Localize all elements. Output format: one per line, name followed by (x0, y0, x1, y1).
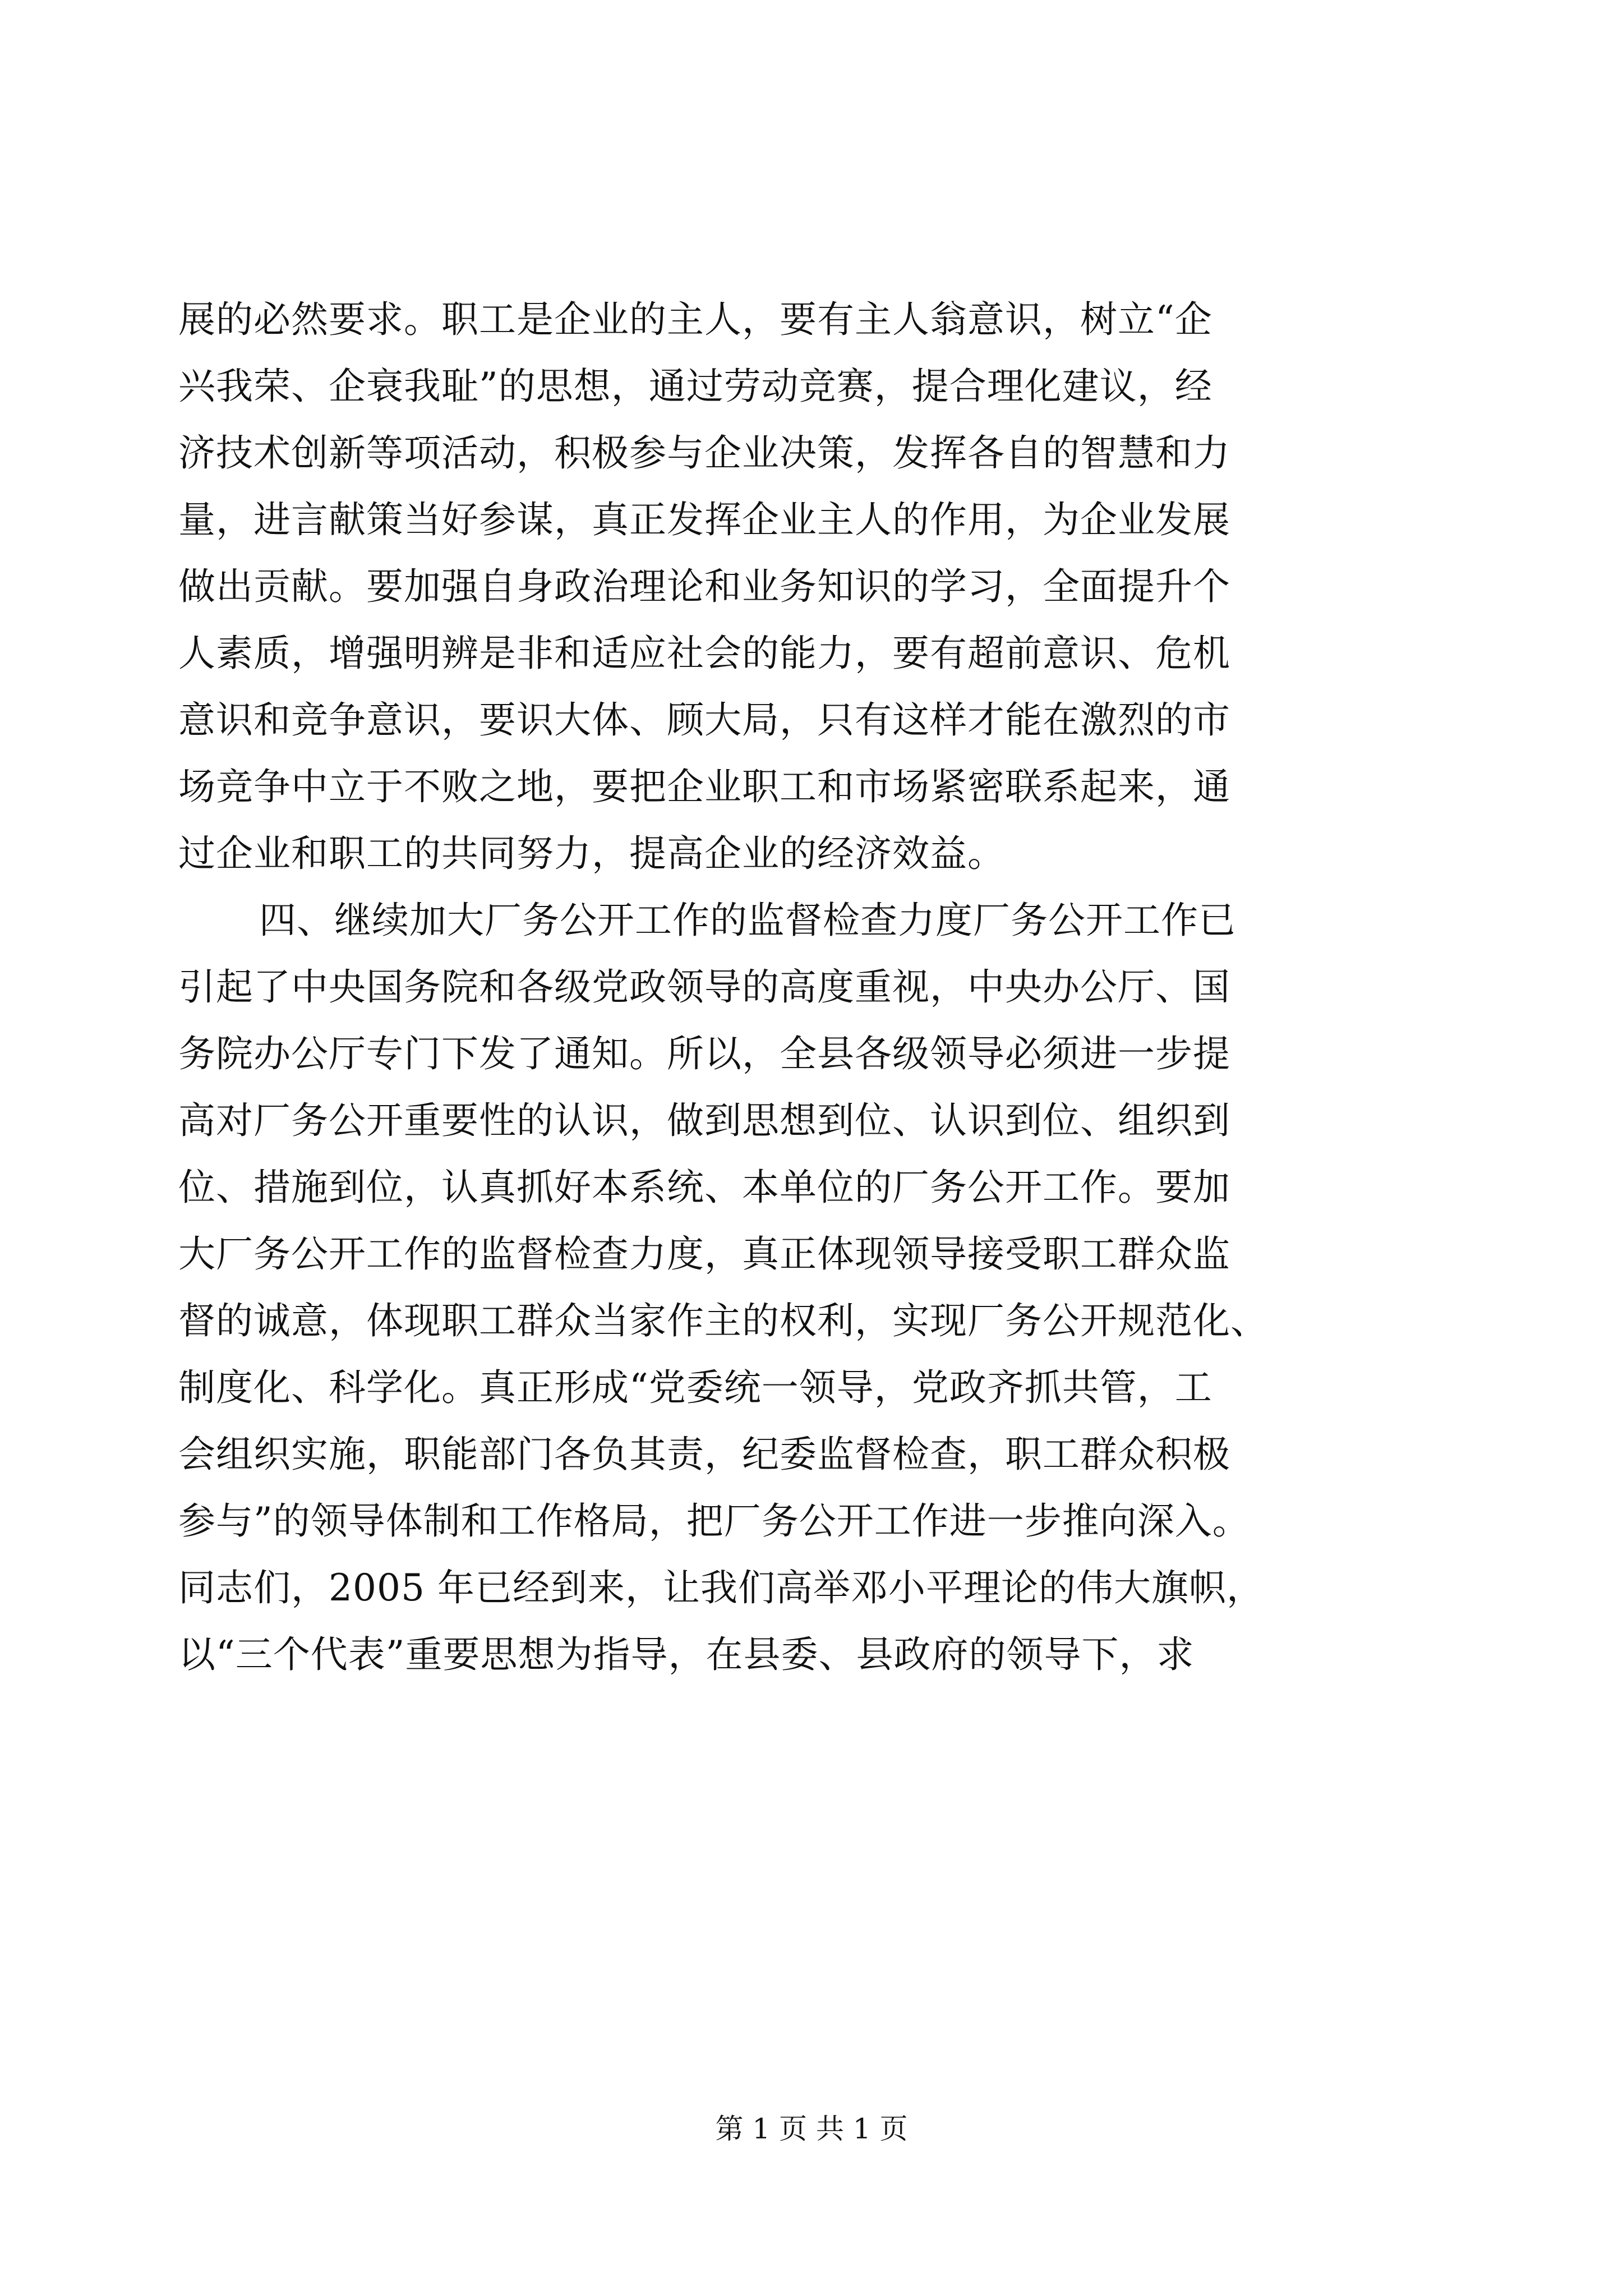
text-line-7: 意识和竞争意识，要识大体、顾大局，只有这样才能在激烈的市 (178, 698, 1230, 742)
text-line-12: 务院办公厅专门下发了通知。所以，全县各级领导必须进一步提 (178, 1032, 1230, 1075)
text-line-4: 量，进言献策当好参谋，真正发挥企业主人的作用，为企业发展 (178, 498, 1230, 541)
text-line-13: 高对厂务公开重要性的认识，做到思想到位、认识到位、组织到 (178, 1099, 1230, 1142)
text-line-16: 督的诚意，体现职工群众当家作主的权利，实现厂务公开规范化、 (178, 1299, 1268, 1342)
text-line-21: 以“三个代表”重要思想为指导，在县委、县政府的领导下，求 (178, 1633, 1195, 1676)
text-line-1: 展的必然要求。职工是企业的主人，要有主人翁意识，树立“企 (178, 298, 1212, 341)
text-line-9: 过企业和职工的共同努力，提高企业的经济效益。 (178, 832, 1005, 875)
text-line-11: 引起了中央国务院和各级党政领导的高度重视，中央办公厅、国 (178, 965, 1230, 1009)
section-heading-line: 四、继续加大厂务公开工作的监督检查力度厂务公开工作已 (259, 899, 1236, 942)
text-line-8: 场竞争中立于不败之地，要把企业职工和市场紧密联系起来，通 (178, 765, 1230, 808)
text-line-20: 同志们，2005 年已经到来，让我们高举邓小平理论的伟大旗帜， (178, 1566, 1264, 1609)
text-line-19: 参与”的领导体制和工作格局，把厂务公开工作进一步推向深入。 (178, 1499, 1250, 1543)
page-number-label: 第 1 页 共 1 页 (715, 2113, 908, 2145)
text-line-17: 制度化、科学化。真正形成“党委统一领导，党政齐抓共管，工 (178, 1366, 1212, 1409)
text-line-2: 兴我荣、企衰我耻”的思想，通过劳动竞赛，提合理化建议，经 (178, 365, 1212, 408)
text-line-14: 位、措施到位，认真抓好本系统、本单位的厂务公开工作。要加 (178, 1166, 1230, 1209)
document-body (178, 286, 1446, 1688)
text-line-6: 人素质，增强明辨是非和适应社会的能力，要有超前意识、危机 (178, 632, 1230, 675)
text-line-3: 济技术创新等项活动，积极参与企业决策，发挥各自的智慧和力 (178, 431, 1230, 475)
text-line-18: 会组织实施，职能部门各负其责，纪委监督检查，职工群众积极 (178, 1433, 1230, 1476)
text-line-15: 大厂务公开工作的监督检查力度，真正体现领导接受职工群众监 (178, 1232, 1230, 1276)
text-line-5: 做出贡献。要加强自身政治理论和业务知识的学习，全面提升个 (178, 565, 1230, 608)
page-footer (0, 2112, 1623, 2146)
